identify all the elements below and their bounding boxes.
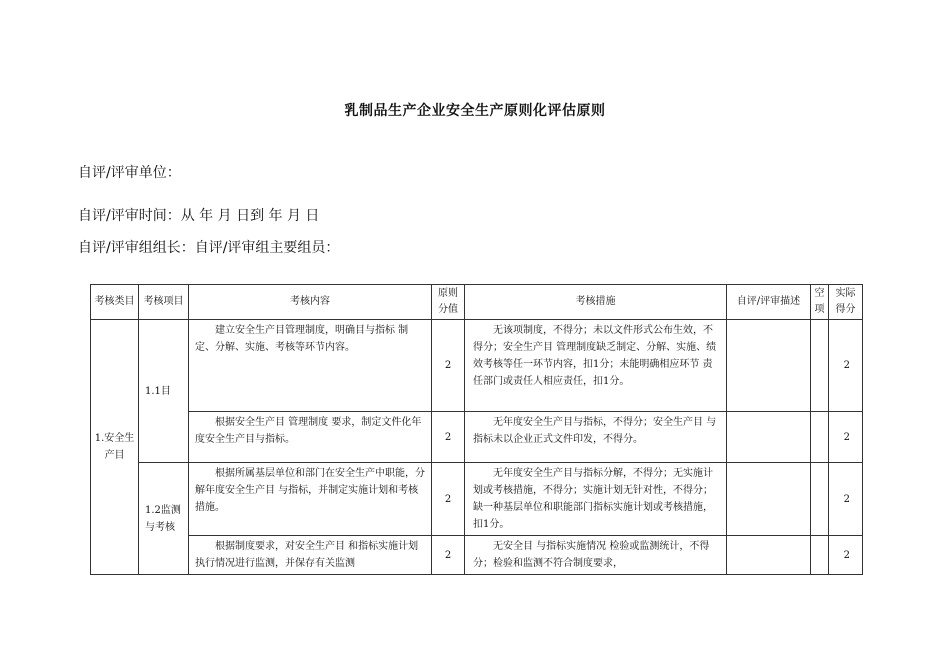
description-cell [727,536,811,575]
assessment-leader-line: 自评/评审组组长：自评/评审组主要组员： [78,240,340,256]
assessment-time-line: 自评/评审时间：从 年 月 日到 年 月 日 [78,208,320,224]
content-cell: 根据所属基层单位和部门在安全生产中职能，分解年度安全生产目 与指标，并制定实施计划和考核措施。 [195,468,425,513]
category-cell: 1.安全生产目 [91,320,139,575]
description-cell [727,320,811,412]
item-cell: 1.1目 [139,320,189,463]
table-header-row [91,285,863,320]
header-measure: 考核措施 [465,285,727,320]
table-row [91,536,863,575]
empty-cell [811,412,829,463]
score-cell: 2 [432,320,465,412]
score-cell: 2 [432,536,465,575]
assessment-table [90,284,863,575]
actual-score-cell: 2 [829,463,863,536]
header-empty: 空项 [811,285,829,320]
measure-cell: 无安全目 与指标实施情况 检验或监测统计，不得分；检验和监测不符合制度要求， [473,541,710,569]
header-category: 考核类目 [91,285,139,320]
content-cell: 根据制度要求，对安全生产目 和指标实施计划执行情况进行监测，并保存有关监测 [195,541,419,569]
assessment-unit-line: 自评/评审单位： [78,165,181,181]
description-cell [727,463,811,536]
header-actual: 实际得分 [829,285,863,320]
content-cell: 根据安全生产目 管理制度 要求，制定文件化年度安全生产目与指标。 [195,417,422,445]
actual-score-cell: 2 [829,320,863,412]
measure-cell: 无该项制度，不得分；未以文件形式公布生效，不得分；安全生产目 管理制度缺乏制定、分解、实施、绩效考核等任一环节内容，扣1分；未能明确相应环节 责任部门或责任人相应责任，扣1分。 [473,325,717,387]
header-description: 自评/评审描述 [727,285,811,320]
page-title: 乳制品生产企业安全生产原则化评估原则 [344,103,606,119]
actual-score-cell: 2 [829,412,863,463]
actual-score-cell: 2 [829,536,863,575]
header-content: 考核内容 [189,285,432,320]
measure-cell: 无年度安全生产目与指标，不得分；安全生产目 与指标未以企业正式文件印发，不得分。 [473,417,717,445]
empty-cell [811,463,829,536]
table-row [91,320,863,412]
measure-cell: 无年度安全生产目与指标分解，不得分；无实施计划或考核措施，不得分；实施计划无针对性，不得分；缺一种基层单位和职能部门指标实施计划或考核措施，扣1分。 [473,468,713,530]
item-cell: 1.2监测与考核 [139,463,189,575]
empty-cell [811,320,829,412]
score-cell: 2 [432,463,465,536]
table-row [91,412,863,463]
header-score: 原则分值 [432,285,465,320]
score-cell: 2 [432,412,465,463]
description-cell [727,412,811,463]
header-item: 考核项目 [139,285,189,320]
table-row [91,463,863,536]
empty-cell [811,536,829,575]
content-cell: 建立安全生产目管理制度，明确目与指标 制定、分解、实施、考核等环节内容。 [195,325,409,353]
